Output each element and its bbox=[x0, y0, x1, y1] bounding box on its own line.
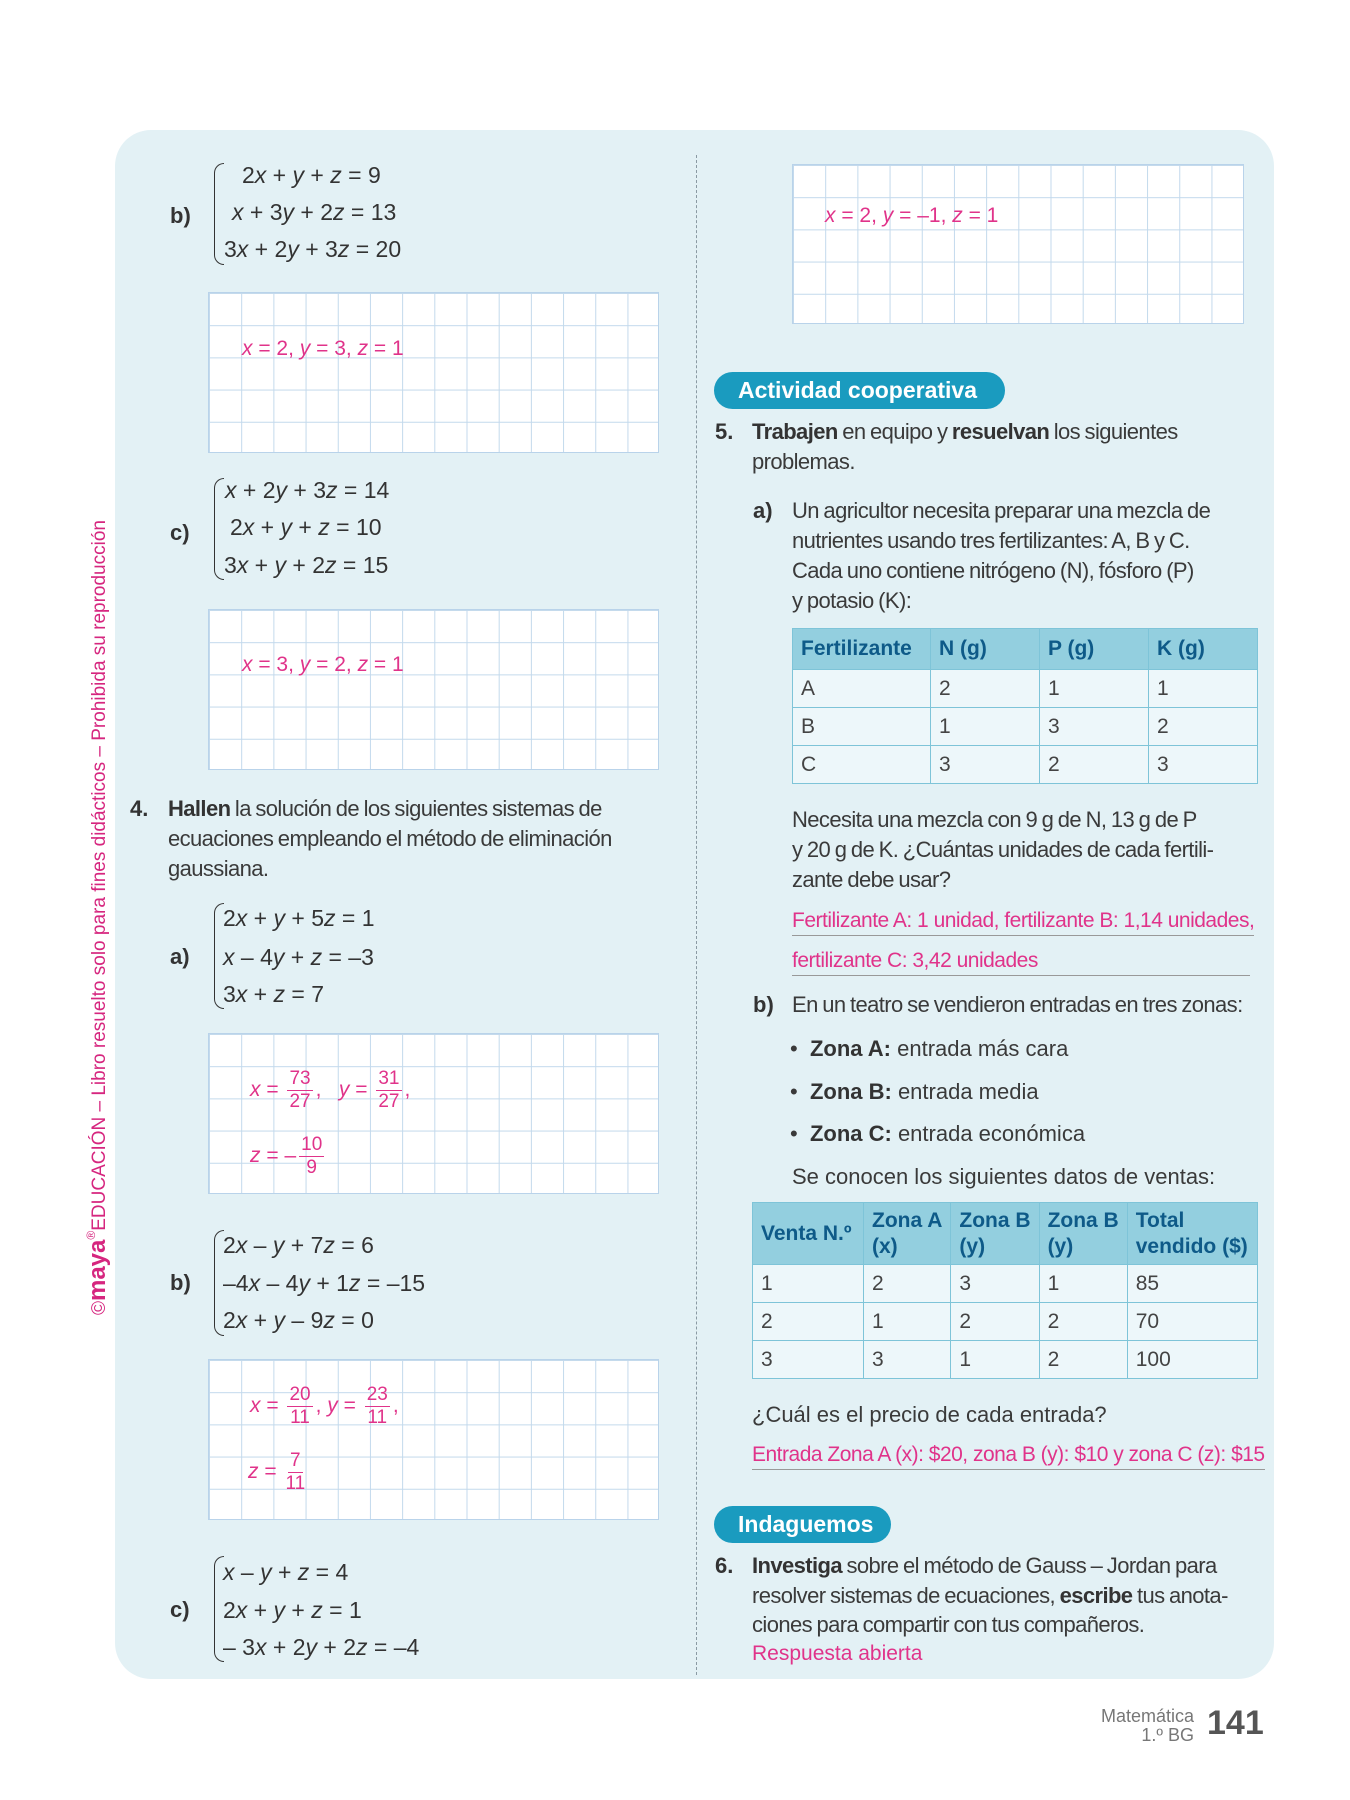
question-6-text bbox=[752, 1583, 1228, 1609]
column-divider bbox=[696, 155, 697, 1675]
equation: 2x + y + z = 9 bbox=[242, 162, 381, 188]
question-6-number: 6. bbox=[715, 1553, 734, 1578]
item-a-label: a) bbox=[753, 498, 773, 523]
equation: x – 4y + z = –3 bbox=[223, 944, 374, 970]
denominator: 11 bbox=[285, 1473, 306, 1494]
question-6-text: ciones para compartir con tus compañeros. bbox=[752, 1612, 1145, 1637]
sales-table bbox=[752, 1202, 1258, 1379]
answer-grid bbox=[792, 164, 1244, 324]
question-5-text bbox=[752, 419, 1178, 445]
section-pill-actividad-cooperativa: Actividad cooperativa bbox=[714, 372, 1005, 409]
cell: 2 bbox=[1149, 708, 1258, 746]
cell: 1 bbox=[951, 1341, 1039, 1379]
cell: 1 bbox=[931, 708, 1040, 746]
problem-text: Cada uno contiene nitrógeno (N), fósforo (P) bbox=[792, 558, 1194, 583]
denominator: 11 bbox=[367, 1407, 388, 1428]
answer-text: fertilizante C: 3,42 unidades bbox=[792, 949, 1250, 976]
question-5-number: 5. bbox=[715, 419, 734, 444]
header-text: Total bbox=[1135, 1208, 1185, 1232]
text: entrada media bbox=[891, 1079, 1039, 1104]
cell: 2 bbox=[864, 1265, 951, 1303]
cell: 3 bbox=[951, 1265, 1039, 1303]
problem-text: y potasio (K): bbox=[792, 588, 912, 613]
equation: x + 3y + 2z = 13 bbox=[232, 199, 397, 225]
bold-verb: escribe bbox=[1059, 1583, 1133, 1608]
question-5-text: problemas. bbox=[752, 449, 855, 474]
cell: 85 bbox=[1127, 1265, 1257, 1303]
answer-grid bbox=[208, 609, 659, 770]
zone-label: Zona A: bbox=[809, 1036, 891, 1061]
question-4-text: gaussiana. bbox=[168, 856, 269, 881]
cell: 3 bbox=[864, 1341, 951, 1379]
text: la solución de los siguientes sistemas de bbox=[230, 796, 602, 821]
problem-question: ¿Cuál es el precio de cada entrada? bbox=[752, 1402, 1107, 1427]
equation: 2x + y + z = 10 bbox=[230, 514, 382, 540]
cell: 2 bbox=[1039, 1303, 1127, 1341]
cell: 2 bbox=[753, 1303, 864, 1341]
equation: x – y + z = 4 bbox=[223, 1559, 349, 1585]
header-text: Zona B bbox=[959, 1208, 1031, 1232]
text: sobre el método de Gauss – Jordan para bbox=[841, 1553, 1217, 1578]
cell: 2 bbox=[951, 1303, 1039, 1341]
problem-text: nutrientes usando tres fertilizantes: A, B y C. bbox=[792, 528, 1190, 553]
cell: 3 bbox=[753, 1341, 864, 1379]
question-4-text: ecuaciones empleando el método de eliminación bbox=[168, 826, 612, 851]
numerator: 31 bbox=[378, 1068, 400, 1089]
cell: 2 bbox=[1040, 746, 1149, 784]
question-6-text bbox=[752, 1553, 1217, 1579]
cell: 1 bbox=[1040, 670, 1149, 708]
grade: 1.º BG bbox=[1141, 1725, 1194, 1745]
equation: – 3x + 2y + 2z = –4 bbox=[223, 1634, 420, 1660]
header-text: Zona A bbox=[872, 1208, 943, 1232]
item-c-label: c) bbox=[170, 520, 190, 545]
header-text: vendido ($) bbox=[1135, 1234, 1248, 1258]
cell: 1 bbox=[864, 1303, 951, 1341]
denominator: 27 bbox=[378, 1091, 400, 1112]
bullet-item: • Zona A: entrada más cara bbox=[790, 1036, 1069, 1061]
answer-grid bbox=[208, 292, 659, 453]
cell: A bbox=[793, 670, 931, 708]
numerator: 23 bbox=[366, 1384, 388, 1405]
answer-text: z = – $\frac{10}{9}$ bbox=[250, 1134, 323, 1178]
cell: 3 bbox=[1149, 746, 1258, 784]
header-text: Zona B bbox=[1047, 1208, 1119, 1232]
text: entrada más cara bbox=[891, 1036, 1069, 1061]
numerator: 20 bbox=[289, 1384, 311, 1405]
item-c-label: c) bbox=[170, 1597, 190, 1622]
header-text: (y) bbox=[1047, 1234, 1074, 1258]
text: tus anota- bbox=[1132, 1583, 1228, 1608]
cell: 70 bbox=[1127, 1303, 1257, 1341]
page-number: 141 bbox=[1207, 1704, 1264, 1742]
equation: –4x – 4y + 1z = –15 bbox=[223, 1270, 426, 1296]
header-text: Venta N.º bbox=[761, 1221, 852, 1245]
equation: 3x + y + 2z = 15 bbox=[224, 552, 389, 578]
equation: 2x + y + 5z = 1 bbox=[223, 905, 375, 931]
equation: x + 2y + 3z = 14 bbox=[225, 477, 390, 503]
watermark bbox=[84, 485, 112, 1315]
registered-mark: ® bbox=[84, 1230, 98, 1240]
problem-text: Se conocen los siguientes datos de ventas: bbox=[792, 1164, 1216, 1189]
question-4-number: 4. bbox=[130, 796, 149, 821]
text: entrada económica bbox=[891, 1121, 1086, 1146]
denominator: 11 bbox=[290, 1407, 310, 1428]
table-row bbox=[753, 1341, 1258, 1379]
cell: B bbox=[793, 708, 931, 746]
question-4-text bbox=[168, 796, 602, 822]
equation: 2x – y + 7z = 6 bbox=[223, 1232, 374, 1258]
text: en equipo y bbox=[837, 419, 952, 444]
bold-verb: Investiga bbox=[752, 1553, 842, 1578]
text: resolver sistemas de ecuaciones, bbox=[752, 1583, 1060, 1608]
table-row bbox=[793, 708, 1258, 746]
bullet-item: • Zona B: entrada media bbox=[790, 1079, 1039, 1104]
cell: 3 bbox=[931, 746, 1040, 784]
cell: 1 bbox=[753, 1265, 864, 1303]
problem-text: Un agricultor necesita preparar una mezcla de bbox=[792, 498, 1211, 523]
answer-text: Respuesta abierta bbox=[752, 1642, 923, 1665]
text: los siguientes bbox=[1049, 419, 1178, 444]
column-header bbox=[753, 1203, 864, 1265]
problem-text: En un teatro se vendieron entradas en tres zonas: bbox=[792, 992, 1243, 1017]
bold-verb: resuelvan bbox=[951, 419, 1050, 444]
column-header: Fertilizante bbox=[793, 629, 931, 670]
watermark-text: EDUCACIÓN – Libro resuelto solo para fines didácticos – Prohibida su reproducción bbox=[89, 520, 110, 1231]
item-b-label: b) bbox=[753, 992, 774, 1017]
item-b-label: b) bbox=[170, 1270, 191, 1295]
answer-text: Fertilizante A: 1 unidad, fertilizante B: 1,14 unidades, bbox=[792, 909, 1254, 936]
answer-text: x = 2, y = –1, z = 1 bbox=[825, 204, 999, 227]
cell: 3 bbox=[1040, 708, 1149, 746]
table-row bbox=[793, 746, 1258, 784]
item-b-label: b) bbox=[170, 203, 191, 228]
column-header: P (g) bbox=[1040, 629, 1149, 670]
problem-text: y 20 g de K. ¿Cuántas unidades de cada fertili- bbox=[792, 837, 1214, 862]
zone-label: Zona B: bbox=[809, 1079, 892, 1104]
equation: 2x + y – 9z = 0 bbox=[223, 1307, 374, 1333]
cell: 1 bbox=[1149, 670, 1258, 708]
cell: 1 bbox=[1039, 1265, 1127, 1303]
copyright: © bbox=[89, 1301, 110, 1315]
bullet-item: • Zona C: entrada económica bbox=[790, 1121, 1086, 1146]
zone-label: Zona C: bbox=[809, 1121, 892, 1146]
header-text: (x) bbox=[872, 1234, 898, 1258]
column-header bbox=[1127, 1203, 1257, 1265]
bold-verb: Trabajen bbox=[752, 419, 838, 444]
subject: Matemática bbox=[1100, 1706, 1194, 1726]
cell: 2 bbox=[931, 670, 1040, 708]
problem-text: Necesita una mezcla con 9 g de N, 13 g de P bbox=[792, 807, 1197, 832]
denominator: 9 bbox=[306, 1157, 317, 1178]
system-brace bbox=[214, 478, 224, 580]
equation: 3x + 2y + 3z = 20 bbox=[224, 236, 402, 262]
bold-verb: Hallen bbox=[168, 796, 231, 821]
answer-text: Entrada Zona A (x): $20, zona B (y): $10 y zona C (z): $15 bbox=[752, 1443, 1265, 1470]
column-header bbox=[1039, 1203, 1127, 1265]
column-header bbox=[951, 1203, 1039, 1265]
answer-text: x = $\frac{73}{27}$ , y = $\frac{31}{27}$ , bbox=[250, 1068, 411, 1112]
column-header: N (g) bbox=[931, 629, 1040, 670]
cell: C bbox=[793, 746, 931, 784]
brand-logo: maya bbox=[84, 1239, 111, 1301]
section-pill-indaguemos: Indaguemos bbox=[714, 1506, 891, 1543]
column-header: K (g) bbox=[1149, 629, 1258, 670]
header-text: (y) bbox=[959, 1234, 986, 1258]
item-a-label: a) bbox=[170, 944, 190, 969]
table-row bbox=[753, 1265, 1258, 1303]
sign: – bbox=[284, 1144, 297, 1168]
column-header bbox=[864, 1203, 951, 1265]
denominator: 27 bbox=[289, 1091, 311, 1112]
numerator: 10 bbox=[301, 1134, 323, 1155]
cell: 2 bbox=[1039, 1341, 1127, 1379]
system-brace bbox=[214, 163, 224, 265]
answer-text: x = 3, y = 2, z = 1 bbox=[242, 653, 404, 676]
answer-text: x = $\frac{20}{11}$ , y = $\frac{23}{11}$ , bbox=[250, 1384, 399, 1428]
table-row bbox=[793, 670, 1258, 708]
numerator: 7 bbox=[290, 1450, 301, 1471]
answer-text: z = $\frac{7}{11}$ bbox=[248, 1450, 306, 1494]
table-row bbox=[753, 1303, 1258, 1341]
numerator: 73 bbox=[289, 1068, 311, 1089]
cell: 100 bbox=[1127, 1341, 1257, 1379]
fertilizer-table bbox=[792, 628, 1258, 784]
footer-subject bbox=[1101, 1707, 1194, 1745]
problem-text: zante debe usar? bbox=[792, 867, 951, 892]
equation: 2x + y + z = 1 bbox=[223, 1597, 362, 1623]
equation: 3x + z = 7 bbox=[223, 981, 325, 1007]
answer-text: x = 2, y = 3, z = 1 bbox=[242, 337, 404, 360]
